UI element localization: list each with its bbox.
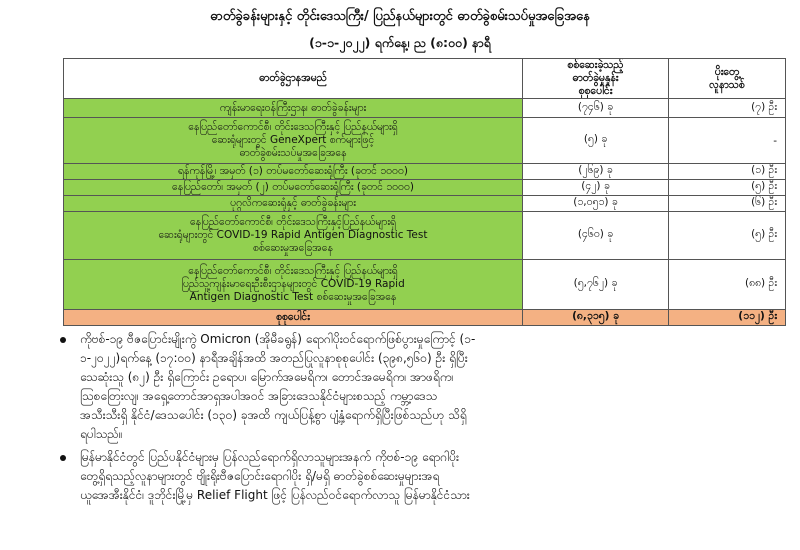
lab-testing-table [63, 58, 786, 326]
table-row [64, 99, 786, 118]
total-tested: (၈,၃၁၅) ခု [523, 310, 669, 326]
positive-count-cell: (၆) ဦး [669, 196, 786, 212]
table-row [64, 196, 786, 212]
positive-count-cell: (၅) ဦး [669, 212, 786, 260]
tested-count-cell: (၇၄၆) ခု [523, 99, 669, 118]
note-line: ဩစတြေးလျ၊ အရှေ့တောင်အာရှအပါအဝင် အခြားဒေသနိုင်ငံများစသည့် ကမ္ဘာ့ဒေသ [80, 389, 438, 403]
table-header-row [64, 59, 786, 99]
header-positive-line: ပိုးတွေ့ [714, 65, 740, 78]
note-line: ရပါသည်။ [80, 427, 123, 441]
lab-name-cell [64, 212, 523, 260]
lab-name-line: နေပြည်တော်ကောင်စီ၊ တိုင်းဒေသကြီးနှင့် ပြည်နယ်များရှိ [188, 265, 398, 277]
bullet-dot-icon [60, 455, 66, 461]
document-title: ဓာတ်ခွဲခန်းများနှင့် တိုင်းဒေသကြီး/ ပြည်နယ်များတွင် ဓာတ်ခွဲစမ်းသပ်မှုအခြေအနေ [210, 9, 590, 24]
lab-name-line: စစ်ဆေးမှုအခြေအနေ [253, 242, 333, 254]
table-total-row [64, 310, 786, 326]
bullet-dot-icon [60, 337, 66, 343]
note-line: ၁-၂၀၂၂)ရက်နေ့ (၁၇:၀၀) နာရီအချိန်အထိ အတည်ပြုလူနာစုစုပေါင်း (၃၉၈,၅၆၀) ဦး ရှိပြီး [80, 351, 468, 365]
header-tested-line: စစ်ဆေးခဲ့သည့် [567, 59, 624, 71]
tested-count-cell: (၄၂) ခု [523, 180, 669, 196]
lab-name-cell [64, 99, 523, 118]
note-line: တွေ့ရှိရသည့်လူနာများတွင် ဗျိုးရိုးဗီဇပြောင်းရောဂါပိုး ရှိ/မရှိ ဓာတ်ခွဲစစ်ဆေးမှုများအရ [80, 469, 440, 483]
lab-name-cell [64, 118, 523, 164]
header-tested-line: ဓာတ်ခွဲမှုနှုန်း [572, 72, 619, 84]
notes-list [58, 330, 788, 509]
table-row [64, 212, 786, 260]
tested-count-cell: (၅,၇၆၂) ခု [523, 260, 669, 310]
header-lab-name: ဓာတ်ခွဲဌာနအမည် [64, 59, 523, 99]
table-row [64, 164, 786, 180]
lab-name-line: Antigen Diagnostic Test စစ်ဆေးမှုအခြေအနေ [189, 291, 397, 303]
positive-count-cell: - [669, 118, 786, 164]
lab-name-line: နေပြည်တော်ကောင်စီ၊ တိုင်းဒေသကြီးနှင့်ပြည်နယ်များရှိ [189, 216, 397, 228]
tested-count-cell: (၄၆၀) ခု [523, 212, 669, 260]
note-bullet [58, 330, 788, 444]
total-label: စုစုပေါင်း [64, 310, 523, 326]
table-row [64, 118, 786, 164]
lab-name-line: ဆေးရုံများတွင် COVID-19 Rapid Antigen Diagnostic Test [158, 229, 428, 241]
lab-name-line: ဆေးရုံများတွင် GeneXpert စက်များဖြင့် [211, 134, 375, 146]
note-line: ကိုဗစ်-၁၉ ဗီဇပြောင်းမျိုးကွဲ Omicron (အိုမီခရွန်) ရောဂါပိုးဝင်ရောက်ဖြစ်ပွားမှုကြောင့် (၁- [80, 332, 476, 346]
lab-name-cell [64, 164, 523, 180]
lab-name-cell [64, 260, 523, 310]
lab-name-line: ကျန်းမာရေးဝန်ကြီးဌာန၊ ဓာတ်ခွဲခန်းများ [219, 101, 367, 114]
note-line: ယူအေအီးနိုင်ငံ၊ ဒူဘိုင်းမြို့မှ Relief Flight ဖြင့် ပြန်လည်ဝင်ရောက်လာသူ မြန်မာနိုင်ငံသား [80, 488, 470, 502]
note-line: သေဆုံးသူ (၈၂) ဦး ရှိကြောင်း ဥရောပ၊ မြောက်အမေရိက၊ တောင်အမေရိက၊ အာဖရိက၊ [80, 370, 454, 384]
lab-name-line: ဓာတ်ခွဲစမ်းသပ်မှုအခြေအနေ [239, 147, 347, 159]
table-row [64, 260, 786, 310]
positive-count-cell: (၈၈) ဦး [669, 260, 786, 310]
lab-name-line: နေပြည်တော်၊ အမှတ် (၂) တပ်မတော်ဆေးရုံကြီး (ခုတင် ၁၀၀၀) [172, 181, 414, 193]
note-line: မြန်မာနိုင်ငံတွင် ပြည်ပနိုင်ငံများမှ ပြန်လည်ရောက်ရှိလာသူများအနက် ကိုဗစ်-၁၉ ရောဂါပိုး [80, 450, 460, 464]
lab-name-cell [64, 180, 523, 196]
tested-count-cell: (၂၆၉) ခု [523, 164, 669, 180]
positive-count-cell: (၇) ဦး [669, 99, 786, 118]
lab-name-cell [64, 196, 523, 212]
lab-name-line: ရန်ကုန်မြို့၊ အမှတ် (၁) တပ်မတော်ဆေးရုံကြီး (ခုတင် ၁၀၀၀) [178, 165, 408, 177]
table-body [64, 99, 786, 310]
lab-name-line: ပုဂ္ဂလိကဆေးရုံနှင့် ဓာတ်ခွဲခန်းများ [230, 197, 356, 209]
lab-name-line: ပြည်သူ့ကျန်းမာရေးဦးစီးဌာနများတွင် COVID-19 Rapid [181, 278, 405, 290]
positive-count-cell: (၅) ဦး [669, 180, 786, 196]
header-new-positive [669, 59, 786, 99]
lab-name-line: နေပြည်တော်ကောင်စီ၊ တိုင်းဒေသကြီးနှင့် ပြည်နယ်များရှိ [188, 121, 398, 133]
header-positive-line: လူနာသစ် [709, 78, 745, 91]
tested-count-cell: (၁,၀၅၁) ခု [523, 196, 669, 212]
table-row [64, 180, 786, 196]
positive-count-cell: (၁) ဦး [669, 164, 786, 180]
document-subtitle-date: (၁-၁-၂၀၂၂) ရက်နေ့၊ ည (၈:၀၀) နာရီ [309, 35, 491, 50]
note-bullet [58, 448, 788, 505]
header-tested-total [523, 59, 669, 99]
note-line: အသီးသီးရှိ နိုင်ငံ/ဒေသပေါင်း (၁၃၀) ခုအထိ ကျယ်ပြန့်စွာ ပျံ့နှံ့ရောက်ရှိပြီးဖြစ်သည်ဟု သိရှိ [80, 408, 467, 422]
tested-count-cell: (၅) ခု [523, 118, 669, 164]
total-positive: (၁၁၂) ဦး [669, 310, 786, 326]
header-tested-line: စုစုပေါင်း [578, 85, 613, 97]
